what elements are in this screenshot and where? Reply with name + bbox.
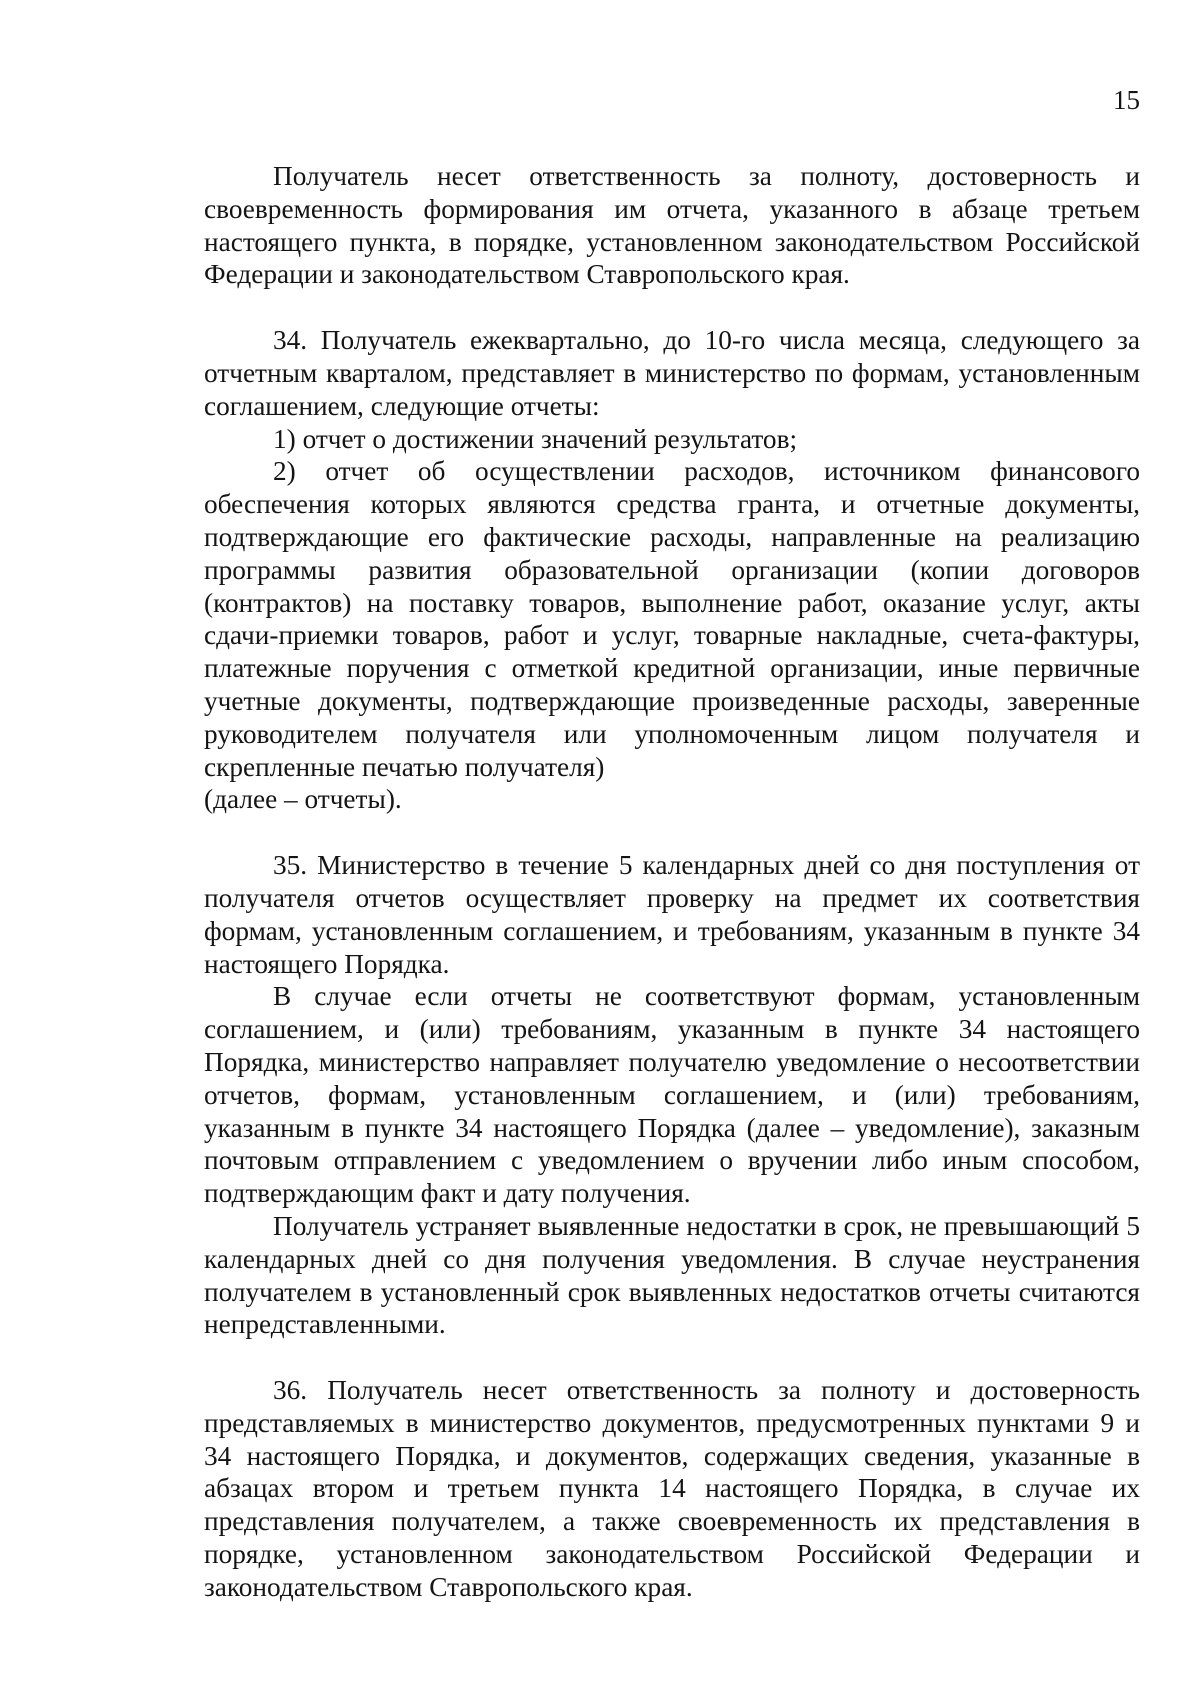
paragraph-35-correction: Получатель устраняет выявленные недостатки в срок, не превышающий 5 календарных дней со дня получения уведомления. В случае неустранения получателем в установленный срок выявленных недостатков отчеты считаются непредставленными. xyxy=(204,1210,1140,1340)
paragraph-35: 35. Министерство в течение 5 календарных дней со дня поступления от получателя отчетов осуществляет проверку на предмет их соответствия формам, установленным соглашением, и требованиям, указанным в пункте 34 настоящего Порядка. xyxy=(204,850,1140,979)
paragraph-34-item-1: 1) отчет о достижении значений результатов; xyxy=(273,423,798,454)
paragraph-34-tail: (далее – отчеты). xyxy=(204,784,402,815)
document-body xyxy=(204,160,1140,1604)
paragraph-spacer xyxy=(204,291,1140,324)
paragraph-responsibility-report: Получатель несет ответственность за полноту, достоверность и своевременность формирования им отчета, указанного в абзаце третьем настоящего пункта, в порядке, установленном законодательством Российской Федерации и законодательством Ставропольского края. xyxy=(204,161,1140,290)
paragraph-36: 36. Получатель несет ответственность за полноту и достоверность представляемых в министерство документов, предусмотренных пунктами 9 и 34 настоящего Порядка, и документов, содержащих сведения, указанные в абзацах втором и третьем пункта 14 настоящего Порядка, в случае их представления получателем, а также своевременность их представления в порядке, установленном законодательством Российской Федерации и законодательством Ставропольского края. xyxy=(204,1375,1140,1602)
paragraph-34-item-2: 2) отчет об осуществлении расходов, источником финансового обеспечения которых являются средства гранта, и отчетные документы, подтверждающие его фактические расходы, направленные на реализацию программы развития образовательной организации (копии договоров (контрактов) на поставку товаров, выполнение работ, оказание услуг, акты сдачи-приемки товаров, работ и услуг, товарные накладные, счета-фактуры, платежные поручения с отметкой кредитной организации, иные первичные учетные документы, подтверждающие произведенные расходы, заверенные руководителем получателя или уполномоченным лицом получателя и скрепленные печатью получателя) xyxy=(204,456,1140,782)
paragraph-spacer xyxy=(204,816,1140,849)
paragraph-35-nonconformity: В случае если отчеты не соответствуют формам, установленным соглашением, и (или) требованиям, указанным в пункте 34 настоящего Порядка, министерство направляет получателю уведомление о несоответствии отчетов, формам, установленным соглашением, и (или) требованиям, указанным в пункте 34 настоящего Порядка (далее – уведомление), заказным почтовым отправлением с уведомлением о вручении либо иным способом, подтверждающим факт и дату получения. xyxy=(204,981,1140,1209)
paragraph-spacer xyxy=(204,1341,1140,1374)
paragraph-34: 34. Получатель ежеквартально, до 10-го числа месяца, следующего за отчетным кварталом, представляет в министерство по формам, установленным соглашением, следующие отчеты: xyxy=(204,325,1140,421)
page-number: 15 xyxy=(1113,85,1140,115)
